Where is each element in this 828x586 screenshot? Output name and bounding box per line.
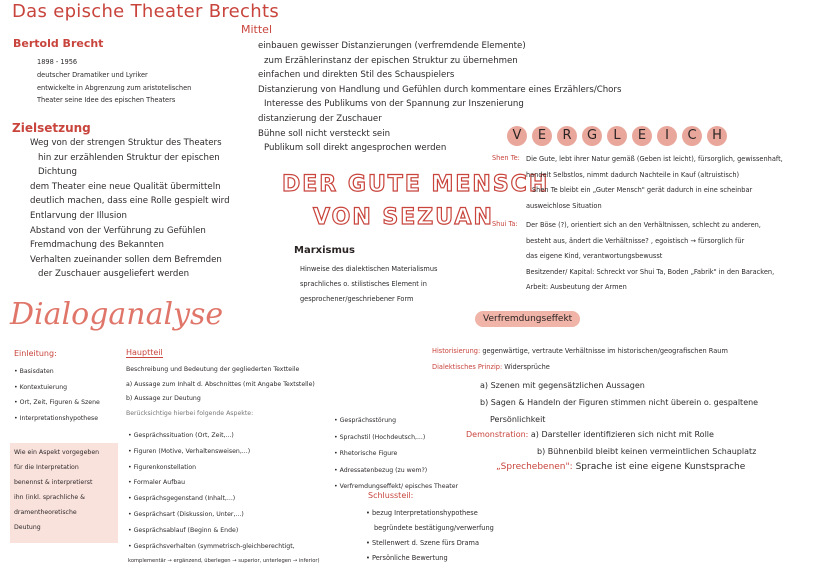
dialektisch-label: Dialektisches Prinzip: — [432, 363, 503, 371]
schluss-heading: Schlussteil: — [368, 491, 414, 500]
list-item: Beschreibung und Bedeutung der gegliederten Textteile — [126, 366, 300, 373]
list-item: • Stellenwert d. Szene fürs Drama — [366, 536, 494, 551]
demonstration-label: Demonstration: — [466, 430, 529, 439]
list-item: Berücksichtige hierbei folgende Aspekte: — [126, 409, 254, 417]
list-item: Shen Te bleibt ein „Guter Mensch" gerät dadurch in eine scheinbar — [532, 186, 753, 194]
list-item: • Gesprächsgegenstand (Inhalt,...) — [128, 491, 320, 507]
play-title-line2: VON SEZUAN — [313, 205, 494, 230]
list-item: Arbeit: Ausbeutung der Armen — [526, 283, 627, 291]
list-item: • Adressatenbezug (zu wem?) — [334, 463, 458, 480]
demonstration-a: a) Darsteller identifizieren sich nicht mit Rolle — [530, 430, 714, 439]
list-item: • Sprachstil (Hochdeutsch,...) — [334, 430, 458, 447]
list-item: Verhalten zueinander sollen dem Befremden — [30, 254, 222, 265]
note-line: Deutung — [14, 524, 41, 531]
vergleich-heading — [507, 124, 732, 146]
shen-te-lines — [526, 152, 783, 214]
zielsetzung-heading: Zielsetzung — [12, 121, 91, 135]
verfremdung-pill: Verfremdungseffekt — [475, 311, 580, 327]
list-item: ausweichlose Situation — [526, 201, 602, 210]
list-item: Dichtung — [38, 167, 77, 178]
demonstration-b: b) Bühnenbild bleibt keinen vermeintlichen Schauplatz — [537, 447, 757, 456]
list-item: • Figurenkonstellation — [128, 460, 320, 476]
list-item: gesprochener/geschriebener Form — [300, 295, 414, 303]
list-item: hin zur erzählenden Struktur der epischen — [38, 152, 220, 163]
marxismus-heading: Marxismus — [294, 245, 355, 256]
hauptteil-lines — [126, 363, 315, 421]
list-item: • Verfremdungseffekt/ episches Theater — [334, 479, 458, 496]
author-line: 1898 - 1956 — [37, 58, 78, 66]
historisierung-text: gegenwärtige, vertraute Verhältnisse im historischen/geografischen Raum — [482, 347, 728, 355]
list-item: Publikum soll direkt angesprochen werden — [264, 143, 447, 154]
list-item: Interesse des Publikums von der Spannung zur Inszenierung — [264, 99, 524, 110]
note-line: ihn (inkl. sprachliche & — [14, 494, 85, 501]
author-line: Theater seine Idee des epischen Theaters — [37, 96, 176, 105]
list-item: • bezug Interpretationshypothese — [366, 506, 494, 521]
list-item: • Interpretationshypothese — [14, 411, 100, 427]
list-item: Persönlichkeit — [490, 415, 546, 424]
list-item: distanzierung der Zuschauer — [258, 113, 382, 124]
list-item: Distanzierung von Handlung und Gefühlen durch kommentare eines Erzählers/Chors — [258, 84, 622, 95]
note-line: benennst & interpretierst — [14, 479, 93, 486]
list-item: dem Theater eine neue Qualität übermitteln — [30, 181, 221, 192]
vergleich-letter: H — [707, 126, 727, 146]
list-item: b) Sagen & Handeln der Figuren stimmen nicht überein o. gespaltene — [480, 398, 759, 407]
list-item: • Gesprächsart (Diskussion, Unter,...) — [128, 507, 320, 523]
list-item: b) Aussage zur Deutung — [126, 395, 201, 402]
author-lines — [37, 56, 191, 107]
list-item: Der Böse (?), orientiert sich an den Verhältnissen, schlecht zu anderen, — [526, 221, 761, 229]
list-item: • Figuren (Motive, Verhaltensweisen,...) — [128, 444, 320, 460]
songs-row — [496, 460, 745, 475]
vergleich-letter: E — [632, 126, 652, 146]
list-item: Weg von der strengen Struktur des Theaters — [30, 138, 222, 148]
author-line: deutscher Dramatiker und Lyriker — [37, 70, 148, 79]
list-item: Bühne soll nicht versteckt sein — [258, 128, 391, 139]
historisierung-row — [432, 345, 728, 358]
play-title-line1: DER GUTE MENSCH — [282, 172, 550, 197]
list-item: • Basisdaten — [14, 364, 100, 380]
list-item: zum Erzählerinstanz der epischen Struktur zu übernehmen — [264, 55, 518, 66]
author-line: entwickelte in Abgrenzung zum aristotelischen — [37, 83, 192, 92]
dialog-heading: Dialoganalyse — [10, 297, 224, 332]
list-item: das eigene Kind, verantwortungsbewusst — [526, 252, 663, 260]
dialektisch-row — [432, 361, 550, 374]
list-item: Besitzender/ Kapital: Schreckt vor Shui Ta, Boden „Fabrik" in den Baracken, — [526, 267, 775, 276]
aspekte2-list — [334, 413, 458, 496]
schluss-lines — [366, 506, 494, 566]
vergleich-letter: V — [507, 126, 527, 146]
list-item: Abstand von der Verführung zu Gefühlen — [30, 225, 206, 236]
list-item: • Gesprächsverhalten (symmetrisch-gleichberechtigt, — [128, 539, 320, 555]
demonstration-row — [466, 428, 714, 443]
list-item: • Persönliche Bewertung — [366, 551, 494, 566]
aspekte-list — [128, 428, 320, 570]
zielsetzung-lines — [30, 136, 230, 282]
list-item: der Zuschauer ausgeliefert werden — [38, 269, 190, 280]
vergleich-letter: R — [557, 126, 577, 146]
list-item: begründete bestätigung/verwerfung — [374, 524, 494, 532]
einleitung-heading: Einleitung: — [14, 349, 57, 358]
shui-ta-lines — [526, 218, 774, 296]
vergleich-letter: L — [607, 126, 627, 146]
songs-label: „Sprechebenen": — [496, 462, 573, 472]
note-box — [10, 443, 118, 543]
list-item: komplementär → ergänzend, überlegen → superior, unterlegen → inferior) — [128, 558, 320, 565]
list-item: • Gesprächssituation (Ort, Zeit,...) — [128, 428, 320, 444]
list-item: • Gesprächsablauf (Beginn & Ende) — [128, 523, 320, 539]
list-item: einbauen gewisser Distanzierungen (verfremdende Elemente) — [258, 41, 526, 51]
list-item: • Ort, Zeit, Figuren & Szene — [14, 395, 100, 411]
list-item: a) Szenen mit gegensätzlichen Aussagen — [480, 381, 645, 390]
list-item: sprachliches o. stilistisches Element in — [300, 280, 427, 288]
vergleich-letter: G — [582, 126, 602, 146]
shen-te-label: Shen Te: — [492, 154, 520, 162]
list-item: • Kontextuierung — [14, 380, 100, 396]
list-item: • Formaler Aufbau — [128, 475, 320, 491]
vergleich-letter: I — [657, 126, 677, 146]
list-item: Hinweise des dialektischen Materialismus — [300, 265, 438, 273]
list-item: • Gesprächsstörung — [334, 413, 458, 430]
note-line: dramentheoretische — [14, 509, 77, 516]
list-item: handelt Selbstlos, nimmt dadurch Nachteile in Kauf (altruistisch) — [526, 170, 740, 179]
dialektisch-text: Widersprüche — [504, 363, 550, 371]
author-heading: Bertold Brecht — [13, 37, 104, 50]
historisierung-label: Historisierung: — [432, 347, 481, 355]
vergleich-letter: E — [532, 126, 552, 146]
einleitung-list — [14, 364, 100, 426]
list-item: besteht aus, ändert die Verhältnisse? , egoistisch → fürsorglich für — [526, 236, 745, 245]
list-item: Entlarvung der Illusion — [30, 210, 127, 221]
shui-ta-label: Shui Ta: — [492, 220, 518, 228]
page-title: Das epische Theater Brechts — [12, 1, 279, 22]
list-item: a) Aussage zum Inhalt d. Abschnittes (mit Angabe Textstelle) — [126, 380, 315, 388]
note-line: für die Interpretation — [14, 464, 79, 471]
list-item: einfachen und direkten Stil des Schauspielers — [258, 70, 455, 81]
mittel-heading: Mittel — [241, 23, 272, 36]
songs-text: Sprache ist eine eigene Kunstsprache — [575, 462, 746, 472]
note-line: Wie ein Aspekt vorgegeben — [14, 449, 100, 456]
list-item: deutlich machen, dass eine Rolle gespielt wird — [30, 196, 230, 207]
hauptteil-heading: Hauptteil — [126, 348, 163, 357]
list-item: • Rhetorische Figure — [334, 446, 458, 463]
list-item: Die Gute, lebt ihrer Natur gemäß (Geben ist leicht), fürsorglich, gewissenhaft, — [526, 155, 783, 163]
vergleich-letter: C — [682, 126, 702, 146]
marxismus-lines — [300, 262, 437, 307]
dialektisch-details — [480, 377, 758, 428]
list-item: Fremdmachung des Bekannten — [30, 240, 164, 251]
